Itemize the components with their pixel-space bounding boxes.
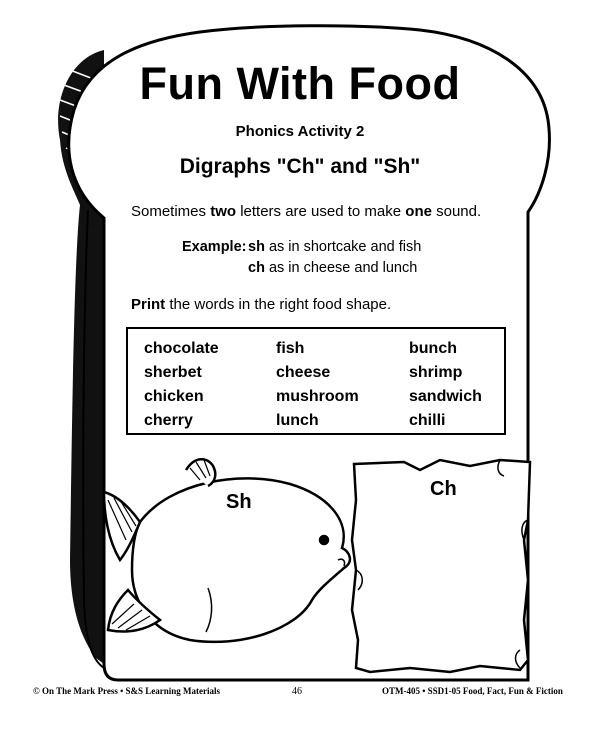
example-line1: as in shortcake and fish <box>264 239 422 255</box>
intro-sentence <box>131 203 481 220</box>
word-box <box>126 327 506 435</box>
example-digraph-sh: sh <box>248 239 265 255</box>
word-item: cheese <box>276 364 331 381</box>
intro-text: sound. <box>431 203 482 220</box>
instruction <box>131 296 391 313</box>
example-digraph-ch: ch <box>248 260 265 276</box>
paper-label-ch: Ch <box>430 478 457 500</box>
fish-label-sh: Sh <box>226 491 252 513</box>
word-item: sandwich <box>409 388 482 405</box>
activity-subtitle: Phonics Activity 2 <box>235 123 365 140</box>
word-item: mushroom <box>276 388 359 405</box>
example-line2: as in cheese and lunch <box>264 260 418 276</box>
word-column-3 <box>409 337 482 433</box>
intro-text: letters are used to make <box>236 203 406 220</box>
word-column-1 <box>144 337 219 433</box>
footer-series: OTM-405 • SSD1-05 Food, Fact, Fun & Fiction <box>382 686 563 696</box>
instruction-bold: Print <box>131 296 166 313</box>
footer-publisher: © On The Mark Press • S&S Learning Materials <box>33 686 221 696</box>
word-item: chocolate <box>144 340 219 357</box>
digraph-heading: Digraphs "Ch" and "Sh" <box>179 155 421 178</box>
example-block <box>182 237 421 279</box>
word-item: sherbet <box>144 364 202 381</box>
word-item: chicken <box>144 388 204 405</box>
word-item: bunch <box>409 340 457 357</box>
footer-page-number: 46 <box>292 686 302 697</box>
word-item: chilli <box>409 412 446 429</box>
word-column-2 <box>276 337 359 433</box>
example-label: Example: <box>182 239 247 255</box>
intro-text: Sometimes <box>131 203 211 220</box>
intro-bold-two: two <box>210 203 237 220</box>
page-title: Fun With Food <box>139 58 461 109</box>
intro-bold-one: one <box>405 203 432 220</box>
word-item: cherry <box>144 412 193 429</box>
instruction-text: the words in the right food shape. <box>165 296 392 313</box>
word-item: shrimp <box>409 364 463 381</box>
word-item: fish <box>276 340 305 357</box>
word-item: lunch <box>276 412 319 429</box>
